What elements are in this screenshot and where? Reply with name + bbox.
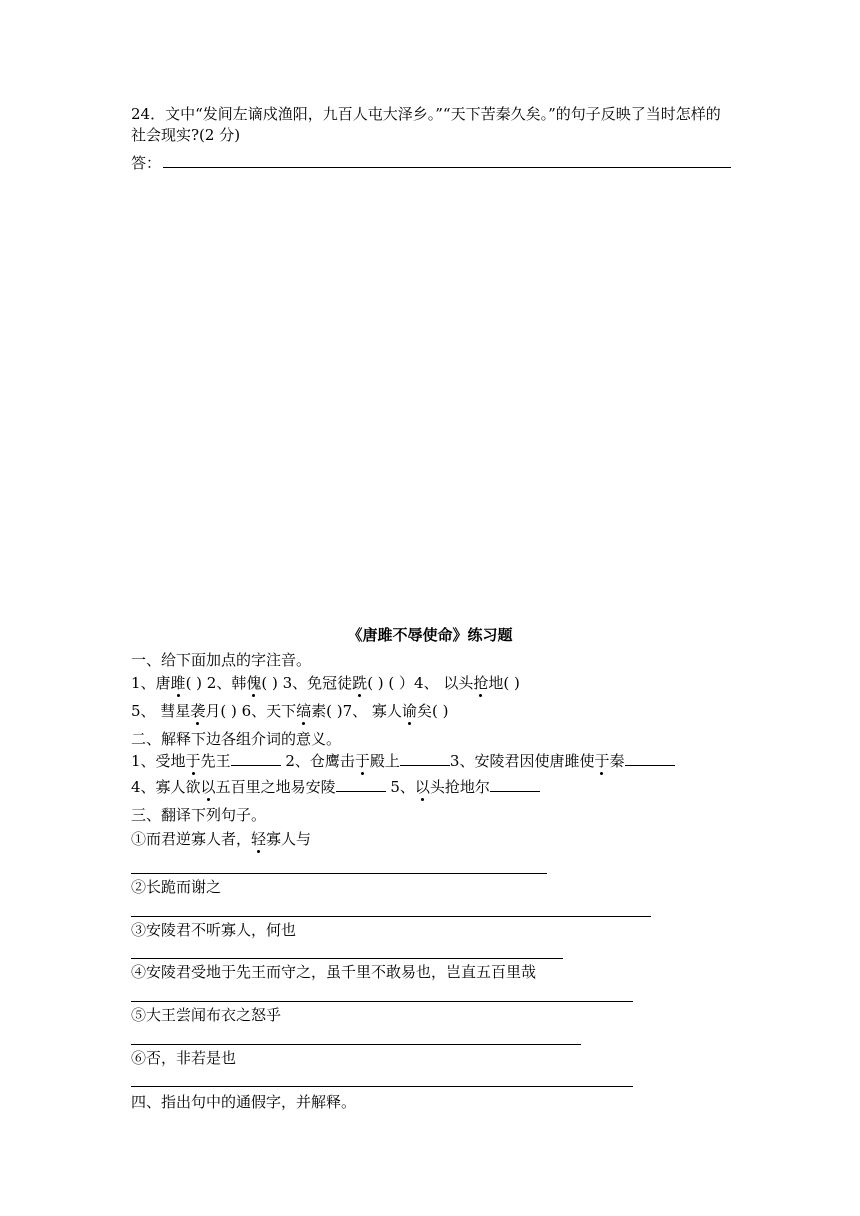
text-segment: ( ) ( ）4、 以头 [367,674,474,692]
dotted-char: 傀 [246,674,262,692]
section2-row1 [131,751,675,771]
section4-heading: 四、指出句中的通假字，并解释。 [131,1093,357,1111]
text-segment: 五百里之地易安陵 [215,778,336,796]
text-segment: 4、寡人欲 [131,778,201,796]
exercise-title: 《唐雎不辱使命》练习题 [347,626,513,644]
answer-label: 答： [131,154,162,172]
answer-line[interactable] [131,1044,581,1045]
section1-row1 [131,673,520,693]
translation-item-6: ⑥否，非若是也 [131,1049,237,1067]
answer-line[interactable] [131,873,547,874]
dotted-char: 以 [414,778,430,796]
text-segment: ( ) 2、韩 [185,674,247,692]
text-segment: 矣( ) [416,702,449,720]
question-24: 24．文中“发间左谪戍渔阳，九百人屯大泽乡。”“天下苦秦久矣。”的句子反映了当时怎样的社会现实?(2 分) [131,105,721,144]
text-segment: 1、唐 [131,674,171,692]
dotted-char: 以 [200,778,216,796]
dotted-char: 于 [185,752,201,770]
text-segment: 5、 彗星 [131,702,191,720]
answer-line[interactable] [131,1001,633,1002]
text-segment: 2、仓鹰击 [280,752,355,770]
answer-line[interactable] [131,958,563,959]
dotted-char: 于 [594,752,610,770]
section2-row2 [131,777,540,797]
dotted-char: 缟 [296,702,312,720]
translation-item-2: ②长跪而谢之 [131,878,222,896]
blank-field[interactable] [400,751,450,766]
section1-heading: 一、给下面加点的字注音。 [131,651,312,669]
section3-heading: 三、翻译下列句子。 [131,806,267,824]
text-segment: 殿上 [369,752,400,770]
blank-field[interactable] [336,777,386,792]
text-segment: 寡人与 [266,830,312,848]
text-segment: ①而君逆寡人者， [131,830,252,848]
section1-row2 [131,701,448,721]
blank-field[interactable] [490,777,540,792]
text-segment: 月( ) 6、天下 [205,702,297,720]
dotted-char: 跣 [352,674,368,692]
dotted-char: 抢 [473,674,489,692]
answer-line[interactable] [131,916,651,917]
text-segment: 3、安陵君因使唐雎使 [449,752,595,770]
text-segment: 5、 [385,778,415,796]
answer-line[interactable] [163,167,731,168]
text-segment: ( ) 3、免冠徒 [261,674,353,692]
blank-field[interactable] [625,751,675,766]
dotted-char: 谕 [401,702,417,720]
text-segment: 地( ) [488,674,520,692]
dotted-char: 轻 [251,830,267,848]
translation-item-1 [131,829,311,849]
text-segment: 1、受地 [131,752,186,770]
answer-row [131,152,731,172]
text-segment: 秦 [609,752,625,770]
translation-item-4: ④安陵君受地于先王而守之，虽千里不敢易也，岂直五百里哉 [131,963,537,981]
section2-heading: 二、解释下边各组介词的意义。 [131,730,342,748]
text-segment: 头抢地尔 [429,778,490,796]
text-segment: 素( )7、 寡人 [311,702,402,720]
translation-item-5: ⑤大王尝闻布衣之怒乎 [131,1006,282,1024]
text-segment: 先王 [200,752,231,770]
dotted-char: 袭 [190,702,206,720]
dotted-char: 于 [354,752,370,770]
blank-field[interactable] [231,751,281,766]
dotted-char: 雎 [170,674,186,692]
answer-line[interactable] [131,1086,633,1087]
translation-item-3: ③安陵君不听寡人，何也 [131,921,297,939]
